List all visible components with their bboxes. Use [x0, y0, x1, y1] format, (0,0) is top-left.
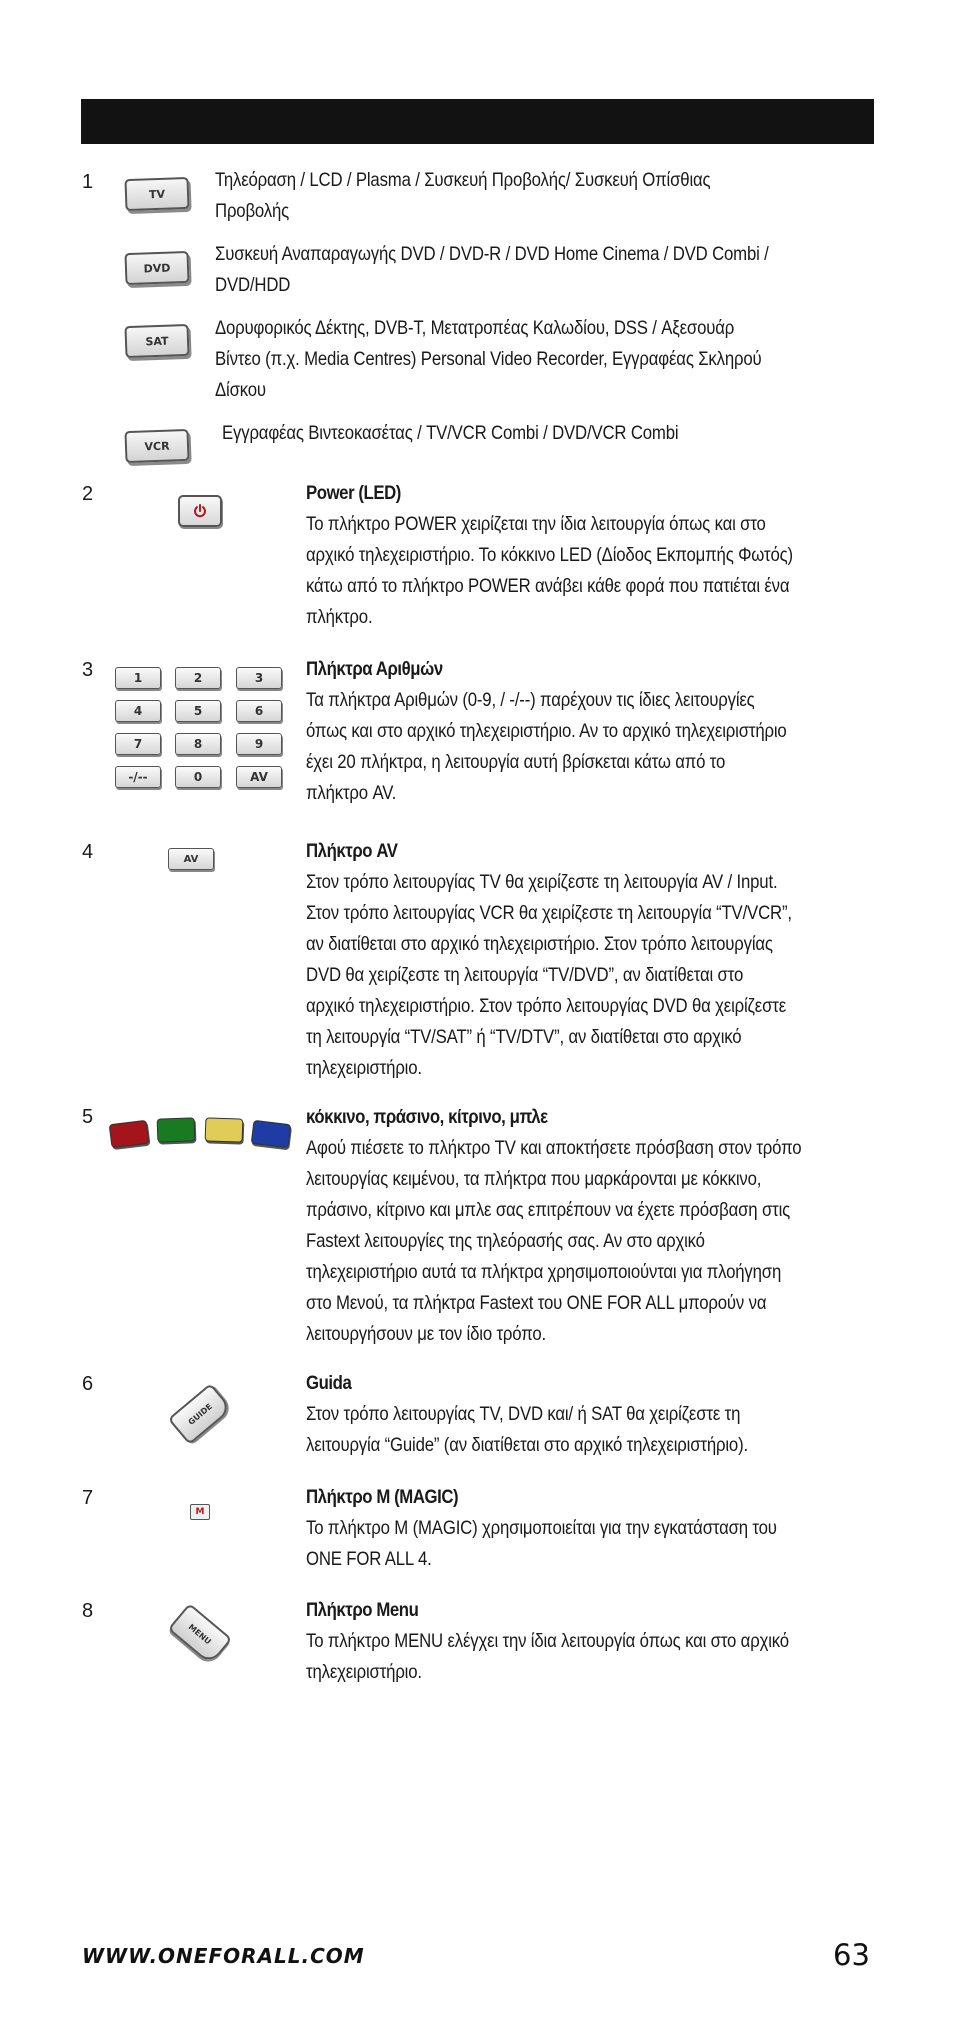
header-bar: [81, 99, 874, 144]
text-line: Βίντεο (π.χ. Media Centres) Personal Video Recorder, Εγγραφέας Σκληρού: [215, 348, 762, 370]
text-line: πλήκτρο.: [306, 606, 373, 628]
guide-key-icon: GUIDE: [168, 1383, 233, 1445]
section-number: 2: [82, 483, 94, 505]
text-line: Στον τρόπο λειτουργίας VCR θα χειρίζεστε τη λειτουργία “TV/VCR”,: [306, 902, 792, 924]
section-number: 5: [82, 1106, 94, 1128]
section-title: Πλήκτρο AV: [306, 840, 398, 862]
section-number: 3: [82, 659, 94, 681]
vcr-description: [222, 418, 862, 449]
menu-key-icon: MENU: [168, 1603, 233, 1665]
text-line: λειτουργίας κειμένου, τα πλήκτρα που μαρκάρονται με κόκκινο,: [306, 1168, 762, 1190]
power-icon: [192, 503, 208, 519]
key-3: 3: [236, 667, 282, 689]
text-line: τηλεχειριστήριο αυτά τα πλήκτρα χρησιμοποιούνται για πλοήγηση: [306, 1261, 782, 1283]
magic-key-icon: M: [190, 1504, 210, 1520]
text-line: DVD/HDD: [215, 274, 291, 296]
colour-keys-description: [306, 1102, 876, 1350]
key-7: 7: [115, 733, 161, 755]
av-key-icon: AV: [168, 848, 214, 870]
red-key-icon: [109, 1120, 150, 1148]
section-title: κόκκινο, πράσινο, κίτρινο, μπλε: [306, 1106, 548, 1128]
text-line: αν διατίθεται στο αρχικό τηλεχειριστήριο. Στον τρόπο λειτουργίας: [306, 933, 773, 955]
blue-key-icon: [251, 1120, 292, 1148]
dvd-key-icon: DVD: [124, 251, 189, 285]
text-line: Στον τρόπο λειτουργίας TV, DVD και/ ή SAT θα χειρίζεστε τη: [306, 1403, 741, 1425]
footer-url: WWW.ONEFORALL.COM: [82, 1944, 365, 1968]
text-line: Συσκευή Αναπαραγωγής DVD / DVD-R / DVD Home Cinema / DVD Combi /: [215, 243, 769, 265]
text-line: Αφού πιέσετε το πλήκτρο TV και αποκτήσετε πρόσβαση στον τρόπο: [306, 1137, 802, 1159]
menu-description: [306, 1595, 876, 1688]
section-title: Guida: [306, 1372, 352, 1394]
text-line: Προβολής: [215, 200, 290, 222]
yellow-key-icon: [205, 1117, 244, 1142]
key-0: 0: [175, 766, 221, 788]
key-dash: -/--: [115, 766, 161, 788]
key-9: 9: [236, 733, 282, 755]
section-number: 1: [82, 171, 94, 193]
dvd-description: [215, 239, 855, 301]
text-line: πράσινο, κίτρινο και μπλε σας επιτρέπουν να έχετε πρόσβαση στις: [306, 1199, 791, 1221]
tv-key-icon: TV: [124, 177, 189, 211]
power-key-icon: [178, 495, 222, 527]
text-line: Fastext λειτουργίες της τηλεόρασής σας. Αν στο αρχικό: [306, 1230, 705, 1252]
key-av: AV: [236, 766, 282, 788]
green-key-icon: [157, 1117, 196, 1142]
section-number: 8: [82, 1600, 94, 1622]
sat-key-icon: SAT: [124, 324, 189, 358]
text-line: Τηλεόραση / LCD / Plasma / Συσκευή Προβολής/ Συσκευή Οπίσθιας: [215, 169, 711, 191]
text-line: λειτουργήσουν με τον ίδιο τρόπο.: [306, 1323, 547, 1345]
section-title: Power (LED): [306, 482, 401, 504]
av-key-description: [306, 836, 876, 1084]
text-line: Το πλήκτρο MENU ελέγχει την ίδια λειτουργία όπως και στο αρχικό: [306, 1630, 789, 1652]
key-4: 4: [115, 700, 161, 722]
section-number: 4: [82, 841, 94, 863]
text-line: ONE FOR ALL 4.: [306, 1548, 432, 1570]
text-line: αρχικό τηλεχειριστήριο. Το κόκκινο LED (Δίοδος Εκπομπής Φωτός): [306, 544, 793, 566]
key-2: 2: [175, 667, 221, 689]
number-keys-description: [306, 654, 876, 809]
text-line: αρχικό τηλεχειριστήριο. Στον τρόπο λειτουργίας DVD θα χειρίζεστε: [306, 995, 787, 1017]
text-line: τηλεχειριστήριο.: [306, 1661, 422, 1683]
key-8: 8: [175, 733, 221, 755]
section-title: Πλήκτρο M (MAGIC): [306, 1486, 459, 1508]
key-5: 5: [175, 700, 221, 722]
power-description: [306, 478, 876, 633]
text-line: Το πλήκτρο M (MAGIC) χρησιμοποιείται για την εγκατάσταση του: [306, 1517, 777, 1539]
key-1: 1: [115, 667, 161, 689]
section-title: Πλήκτρο Menu: [306, 1599, 419, 1621]
page-number: 63: [833, 1938, 870, 1972]
text-line: τηλεχειριστήριο.: [306, 1057, 422, 1079]
text-line: έχει 20 πλήκτρα, η λειτουργία αυτή βρίσκεται κάτω από το: [306, 751, 726, 773]
magic-description: [306, 1482, 876, 1575]
section-number: 6: [82, 1373, 94, 1395]
text-line: πλήκτρο AV.: [306, 782, 397, 804]
section-title: Πλήκτρα Αριθμών: [306, 658, 443, 680]
text-line: κάτω από το πλήκτρο POWER ανάβει κάθε φορά που πατιέται ένα: [306, 575, 790, 597]
text-line: τη λειτουργία “TV/SAT” ή “TV/DTV”, αν διατίθεται στο αρχικό: [306, 1026, 742, 1048]
text-line: Το πλήκτρο POWER χειρίζεται την ίδια λειτουργία όπως και στο: [306, 513, 766, 535]
text-line: στο Μενού, τα πλήκτρα Fastext του ONE FOR ALL μπορούν να: [306, 1292, 767, 1314]
guide-description: [306, 1368, 876, 1461]
text-line: λειτουργία “Guide” (αν διατίθεται στο αρχικό τηλεχειριστήριο).: [306, 1434, 748, 1456]
text-line: DVD θα χειρίζεστε τη λειτουργία “TV/DVD”, αν διατίθεται στο: [306, 964, 744, 986]
tv-description: [215, 165, 855, 227]
text-line: Δορυφορικός Δέκτης, DVB-T, Μετατροπέας Καλωδίου, DSS / Αξεσουάρ: [215, 317, 735, 339]
key-6: 6: [236, 700, 282, 722]
text-line: Στον τρόπο λειτουργίας TV θα χειρίζεστε τη λειτουργία AV / Input.: [306, 871, 778, 893]
section-number: 7: [82, 1487, 94, 1509]
text-line: Τα πλήκτρα Αριθμών (0-9, / -/--) παρέχουν τις ίδιες λειτουργίες: [306, 689, 755, 711]
vcr-key-icon: VCR: [124, 429, 189, 463]
text-line: όπως και στο αρχικό τηλεχειριστήριο. Αν το αρχικό τηλεχειριστήριο: [306, 720, 787, 742]
text-line: Εγγραφέας Βιντεοκασέτας / TV/VCR Combi / DVD/VCR Combi: [222, 422, 679, 444]
text-line: Δίσκου: [215, 379, 266, 401]
sat-description: [215, 313, 855, 406]
